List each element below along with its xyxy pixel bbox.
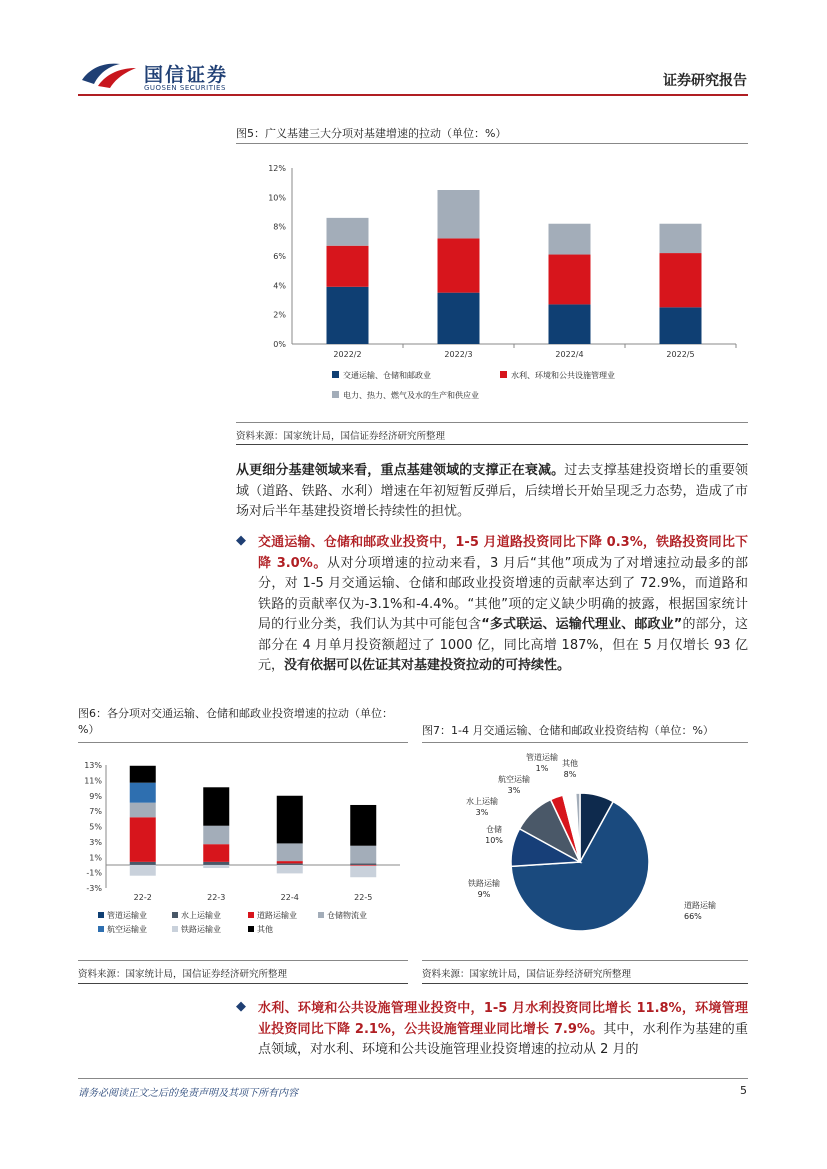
fig6-chart: [78, 750, 408, 950]
bullet-diamond-icon: ◆: [236, 999, 246, 1014]
fig6-xtick-label: 22-4: [280, 893, 299, 902]
fig5-ytick-label: 8%: [273, 222, 286, 232]
fig6-bar-segment: [203, 787, 229, 825]
fig6-bar-segment: [130, 817, 156, 862]
fig5-legend-swatch-water: [500, 371, 507, 378]
bullet1-bold2: “多式联运、运输代理业、邮政业”: [481, 617, 683, 632]
fig6-bar-segment: [277, 861, 303, 863]
fig7-slice-label: 铁路运输: [468, 879, 500, 888]
fig6-legend-swatch: [248, 926, 254, 932]
fig6-bar-segment: [130, 766, 156, 783]
fig6-legend-swatch: [98, 926, 104, 932]
bullet1-bold3: 没有依据可以佐证其对基建投资拉动的可持续性。: [284, 658, 571, 673]
bullet2-bold1: 水利、环境和公共设施管理业投资中，1-5 月水利投资同比增长 11.8%，环境管理业投资同比下降 2.1%，公共设施管理业同比增长 7.9%。: [258, 1001, 748, 1037]
fig5-legend-power: 电力、热力、燃气及水的生产和供应业: [343, 391, 479, 400]
paragraph1-bold: 从更细分基建领域来看，重点基建领域的支撑正在衰减。: [236, 463, 565, 478]
fig5-top-rule: [236, 143, 748, 144]
guosen-logo-icon: [80, 58, 138, 90]
fig6-bar-segment: [277, 865, 303, 873]
fig7-chart: [422, 750, 748, 950]
fig6-legend-label: 水上运输业: [181, 911, 221, 920]
fig6-xtick-label: 22-2: [133, 893, 152, 902]
fig6-source: 资料来源：国家统计局，国信证券经济研究所整理: [78, 969, 288, 980]
fig5-ytick-label: 2%: [273, 310, 286, 320]
fig7-slice-value: 66%: [684, 912, 702, 921]
fig7-slice-value: 3%: [475, 808, 489, 817]
fig7-slice-value: 9%: [477, 890, 491, 899]
fig7-slice-label: 管道运输: [526, 753, 558, 762]
bullet1-text1: 从对分项增速的拉动来看，3 月后“其他”项成为了对增速拉动最多的部分，对 1-5 月交通运输、仓储和邮政业投资增速的贡献率达到了 72.9%，而道路和铁路的贡献率仅为-3.1%和-4.4%。“其他”项的定义缺少明确的披露，根据国家统计局的行业分类，我们认为其中可能包含: [258, 555, 748, 632]
fig7-top-rule: [422, 742, 748, 743]
fig5-ytick-label: 12%: [268, 164, 286, 173]
fig7-slice-label: 仓储: [486, 825, 502, 834]
fig6-bar-segment: [350, 805, 376, 846]
page-number: 5: [740, 1084, 747, 1097]
footer-rule: [78, 1078, 748, 1079]
fig7-slice-value: 1%: [535, 764, 549, 773]
fig6-bar-segment: [130, 783, 156, 803]
fig6-ytick-label: 3%: [89, 837, 102, 847]
fig5-bar-segment: [438, 190, 480, 238]
brand-name-en: GUOSEN SECURITIES: [144, 84, 226, 92]
fig6-xtick-label: 22-5: [354, 893, 373, 902]
fig6-ytick-label: 13%: [84, 761, 102, 770]
paragraph1-text: 过去支撑基建投资增长的重要领域（道路、铁路、水利）增速在年初短暂反弹后，后续增长开始呈现乏力态势，造成了市场对后半年基建投资增长持续性的担忧。: [236, 463, 748, 519]
fig7-bottom-rule: [422, 960, 748, 961]
fig7-slice-label: 水上运输: [466, 797, 498, 806]
fig5-xtick-label: 2022/4: [555, 350, 584, 359]
header-rule: [78, 94, 748, 96]
fig6-top-rule: [78, 742, 408, 743]
bullet-transport-text: [258, 533, 748, 677]
fig5-bar-segment: [327, 218, 369, 246]
fig6-bar-segment: [130, 865, 156, 876]
fig7-slice-label: 道路运输: [684, 901, 716, 910]
fig6-bar-segment: [203, 844, 229, 862]
fig5-title: 图5：广义基建三大分项对基建增速的拉动（单位：%）: [236, 127, 507, 140]
report-type: 证券研究报告: [663, 73, 747, 89]
fig7-title: 图7：1-4 月交通运输、仓储和邮政业投资结构（单位：%）: [422, 724, 714, 737]
fig6-legend-swatch: [318, 912, 324, 918]
fig6-ytick-label: 5%: [89, 822, 102, 832]
fig7-source-rule: [422, 983, 748, 984]
fig6-bar-segment: [350, 866, 376, 878]
fig7-slice-label: 航空运输: [498, 775, 530, 784]
fig6-legend-label: 道路运输业: [257, 911, 297, 920]
fig6-xtick-label: 22-3: [207, 893, 226, 902]
fig6-ytick-label: 9%: [89, 791, 102, 801]
fig6-legend-label: 铁路运输业: [181, 925, 221, 934]
bullet1-bold1: 交通运输、仓储和邮政业投资中，1-5 月道路投资同比下降 0.3%，铁路投资同比下降 3.0%。: [258, 535, 748, 571]
fig6-legend-label: 航空运输业: [107, 925, 147, 934]
fig6-title: 图6：各分项对交通运输、仓储和邮政业投资增速的拉动（单位：%）: [78, 707, 393, 736]
fig5-bar-segment: [660, 224, 702, 253]
fig6-bar-segment: [350, 863, 376, 865]
fig7-slice-value: 10%: [485, 836, 503, 845]
fig6-bar-segment: [277, 796, 303, 844]
fig6-legend-label: 仓储物流业: [327, 911, 367, 920]
brand-name: 国信证券: [144, 64, 229, 86]
fig6-source-rule: [78, 983, 408, 984]
bullet-diamond-icon: ◆: [236, 533, 246, 548]
fig6-bar-segment: [277, 843, 303, 861]
fig5-legend-water: 水利、环境和公共设施管理业: [511, 371, 615, 380]
fig6-bar-segment: [203, 865, 229, 868]
bullet1-text2: 的部分，这部分在 4 月单月投资额超过了 1000 亿，同比高增 187%，但在 5 月仅增长 93 亿元，: [258, 617, 748, 673]
fig5-chart: [236, 150, 748, 418]
fig6-ytick-label: 7%: [89, 807, 102, 817]
fig6-bar-segment: [350, 865, 376, 866]
fig5-bar-segment: [660, 307, 702, 344]
fig5-bottom-rule: [236, 422, 748, 423]
fig5-legend-swatch-power: [332, 391, 339, 398]
bullet-water-text: [258, 999, 748, 1061]
fig5-xtick-label: 2022/2: [333, 350, 362, 359]
fig6-bottom-rule: [78, 960, 408, 961]
fig7-source: 资料来源：国家统计局，国信证券经济研究所整理: [422, 969, 632, 980]
disclaimer-note: 请务必阅读正文之后的免责声明及其项下所有内容: [78, 1088, 298, 1099]
fig6-bar-segment: [203, 826, 229, 844]
fig5-xtick-label: 2022/3: [444, 350, 473, 359]
fig7-slice-label: 其他: [562, 759, 578, 768]
fig5-source: 资料来源：国家统计局，国信证券经济研究所整理: [236, 431, 446, 442]
fig5-bar-segment: [438, 293, 480, 344]
fig5-bar-segment: [327, 246, 369, 287]
fig5-xtick-label: 2022/5: [666, 350, 695, 359]
fig6-ytick-label: -1%: [86, 868, 102, 878]
bullet2-text1: 其中，水利作为基建的重点领域，对水利、环境和公共设施管理业投资增速的拉动从 2 月的: [258, 1021, 748, 1057]
fig6-ytick-label: -3%: [86, 884, 102, 893]
fig5-bar-segment: [549, 224, 591, 255]
fig6-legend-label: 管道运输业: [107, 911, 147, 920]
fig5-ytick-label: 6%: [273, 252, 286, 261]
fig7-slice-value: 3%: [507, 786, 521, 795]
paragraph-detail-segments: [236, 461, 748, 523]
fig6-bar-segment: [130, 862, 156, 865]
fig5-legend-swatch-transport: [332, 371, 339, 378]
fig5-legend-transport: 交通运输、仓储和邮政业: [343, 371, 431, 380]
fig6-bar-segment: [350, 846, 376, 864]
fig6-bar-segment: [130, 803, 156, 818]
fig6-ytick-label: 1%: [89, 853, 102, 863]
fig5-source-rule: [236, 444, 748, 445]
fig5-ytick-label: 0%: [273, 340, 286, 349]
fig5-bar-segment: [549, 255, 591, 305]
fig6-bar-segment: [203, 862, 229, 865]
fig5-bar-segment: [549, 304, 591, 344]
fig5-bar-segment: [660, 253, 702, 307]
fig5-bar-segment: [327, 287, 369, 344]
fig6-legend-swatch: [248, 912, 254, 918]
fig5-ytick-label: 4%: [273, 281, 286, 291]
fig6-legend-swatch: [98, 912, 104, 918]
fig6-legend-label: 其他: [257, 925, 273, 934]
fig5-bar-segment: [438, 238, 480, 292]
fig7-slice-value: 8%: [563, 770, 577, 779]
fig5-ytick-label: 10%: [268, 193, 286, 203]
fig6-legend-swatch: [172, 912, 178, 918]
fig6-ytick-label: 11%: [84, 776, 102, 786]
fig6-bar-segment: [277, 863, 303, 865]
fig6-legend-swatch: [172, 926, 178, 932]
